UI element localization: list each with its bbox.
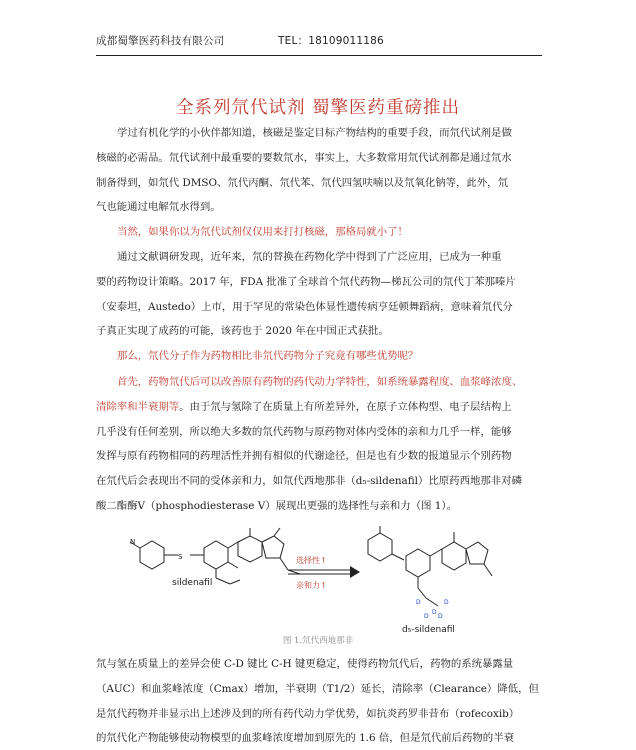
text-line: 是氘代药物并非显示出上述涉及到的所有药代动力学优势，如抗炎药罗非昔布（rofecoxib） xyxy=(96,707,520,720)
arrow-head xyxy=(350,566,360,578)
text-line: 要的药物设计策略。2017 年，FDA 批准了全球首个氘代药物—梯瓦公司的氘代丁苯那嗪片 xyxy=(96,275,516,288)
text-span: 。由于氘与氢除了在质量上有所差异外，在原子立体构型、电子层结构上 xyxy=(179,400,512,413)
d5-sildenafil-label: d₅-sildenafil xyxy=(402,625,455,635)
text-line: 首先，药物氘代后可以改善原有药物的药代动力学特性，如系统暴露程度、血浆峰浓度、 xyxy=(117,376,523,388)
selectivity-label: 选择性↑ xyxy=(296,556,327,565)
text-line: 在氘代后会表现出不同的受体亲和力，如氘代西地那非（d₅-sildenafil）比原药西地那非对磷 xyxy=(96,475,522,488)
text-line: 制备得到，如氘代 DMSO、氘代丙酮、氘代苯、氘代四氢呋喃以及氘氧化钠等，此外，氘 xyxy=(96,176,508,189)
text-line: 几乎没有任何差别，所以绝大多数的氘代药物与原药物对体内受体的亲和力几乎一样，能够 xyxy=(96,425,512,438)
text-line: （安泰坦，Austedo）上市，用于罕见的常染色体显性遗传病亨廷顿舞蹈病，意味着氘代分 xyxy=(96,300,513,313)
deuterium-label: D xyxy=(432,609,437,616)
text-line: 通过文献调研发现，近年来，氘的替换在药物化学中得到了广泛应用，已成为一种重 xyxy=(117,251,502,263)
text-line: 气也能通过电解氘水得到。 xyxy=(96,201,221,214)
paragraph-highlight-1 xyxy=(96,220,542,245)
text-line: 核磁的必需品。氘代试剂中最重要的要数氘水，事实上，大多数常用氘代试剂都是通过氘水 xyxy=(96,151,512,164)
affinity-label: 亲和力↑ xyxy=(296,581,327,590)
text-line: 子真正实现了成药的可能，该药也于 2020 年在中国正式获批。 xyxy=(96,325,389,338)
company-name: 成都蜀擎医药科技有限公司 xyxy=(96,35,225,47)
paragraph-background xyxy=(96,245,542,344)
figure-deuterated-sildenafil xyxy=(120,526,520,636)
atom-label: S xyxy=(178,553,183,561)
paragraph-intro xyxy=(96,121,542,220)
article-title: 全系列氘代试剂 蜀擎医药重磅推出 xyxy=(175,98,461,118)
sildenafil-structure xyxy=(130,528,300,584)
text-line: 当然，如果你以为氘代试剂仅仅用来打打核磁，那格局就小了！ xyxy=(117,226,408,238)
text-line: （AUC）和血浆峰浓度（Cmax）增加，半衰期（T1/2）延长，清除率（Clearance）降低，但 xyxy=(96,682,539,695)
paragraph-advantages xyxy=(96,370,542,519)
text-line: 发挥与原有药物相同的药理活性并拥有相似的代谢途径，但是也有少数的报道显示个别药物 xyxy=(96,450,512,463)
sildenafil-label: sildenafil xyxy=(172,578,213,588)
page-header xyxy=(96,30,542,56)
text-line: 学过有机化学的小伙伴都知道，核磁是鉴定目标产物结构的重要手段，而氘代试剂是做 xyxy=(117,127,512,139)
text-line: 酸二酯酶V（phosphodiesterase V）展现出更强的选择性与亲和力（图 1）。 xyxy=(96,499,457,512)
highlight-text: 清除率和半衰期等 xyxy=(96,400,180,413)
paragraph-highlight-2 xyxy=(96,344,542,369)
company-phone: TEL：18109011186 xyxy=(278,35,384,47)
text-line: 那么，氘代分子作为药物相比非氘代药物分子究竟有哪些优势呢？ xyxy=(117,350,419,362)
deuterium-label: D xyxy=(416,599,421,606)
text-line: 的氘代化产物能够使动物模型的血浆峰浓度增加到原先的 1.6 倍，但是氘代前后药物的半衰 xyxy=(96,732,514,745)
figure-caption: 图 1.氘代西地那非 xyxy=(282,636,354,646)
deuterium-label: D xyxy=(444,599,449,606)
deuterium-label: D xyxy=(424,613,429,620)
text-line xyxy=(96,395,542,420)
paragraph-pk xyxy=(96,652,542,750)
atom-label: N xyxy=(130,538,136,546)
deuterium-label: D xyxy=(438,613,443,620)
text-line: 氘与氢在质量上的差异会使 C-D 键比 C-H 键更稳定，使得药物氘代后，药物的系统暴露量 xyxy=(96,658,514,670)
d5-sildenafil-structure xyxy=(368,526,492,606)
